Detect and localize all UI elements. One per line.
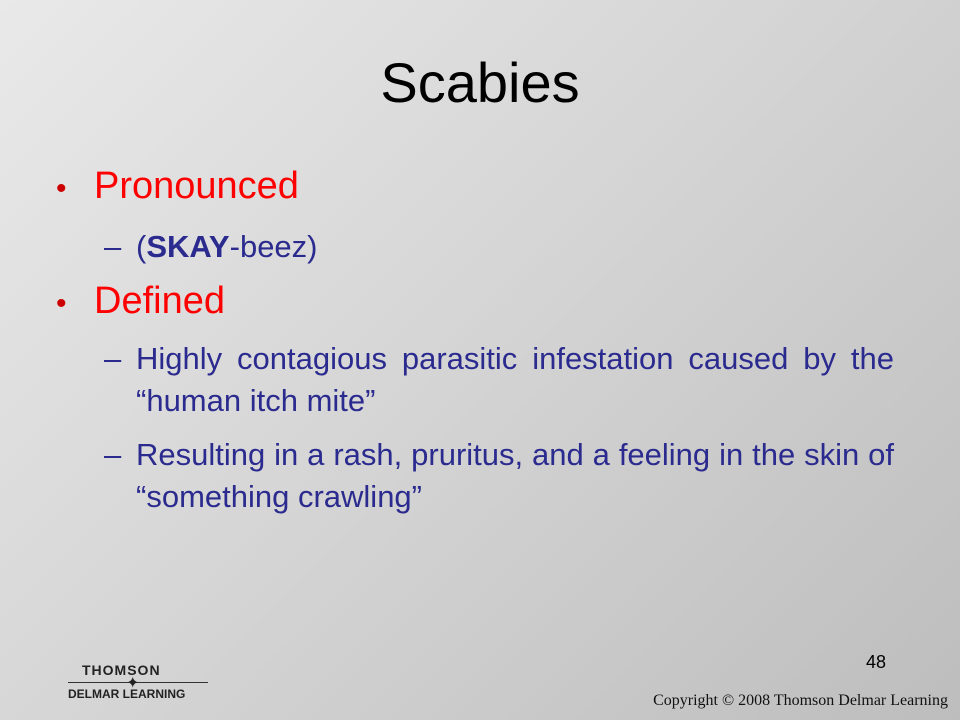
slide-title: Scabies	[380, 51, 580, 114]
publisher-logo	[68, 662, 218, 706]
bullet-defined	[56, 280, 225, 323]
definition-text: Resulting in a rash, pruritus, and a feeling in the skin of “something crawling”	[136, 437, 894, 514]
star-icon: ✦	[126, 675, 140, 692]
dash-marker: –	[104, 341, 122, 376]
bullet-pronounced	[56, 165, 299, 208]
pronunciation-item	[104, 226, 894, 268]
pronunciation-stressed-syllable: SKAY	[146, 229, 230, 264]
pronunciation-rest: -beez)	[229, 229, 318, 264]
dash-marker: –	[104, 229, 122, 264]
pronunciation-text	[136, 226, 894, 268]
definition-item	[104, 338, 894, 422]
dash-marker: –	[104, 437, 122, 472]
logo-line1: THOMSON	[82, 662, 161, 678]
definition-item	[104, 434, 894, 518]
copyright-notice: Copyright © 2008 Thomson Delmar Learning	[653, 692, 948, 709]
bullet-dot: •	[56, 172, 67, 205]
bullet-label: Defined	[94, 280, 225, 322]
page-number: 48	[866, 652, 887, 672]
bullet-label: Pronounced	[94, 165, 299, 207]
logo-line2: DELMAR LEARNING	[68, 687, 186, 701]
definition-text: Highly contagious parasitic infestation caused by the “human itch mite”	[136, 341, 894, 418]
bullet-dot: •	[56, 287, 67, 320]
pronunciation-open: (	[136, 229, 147, 264]
